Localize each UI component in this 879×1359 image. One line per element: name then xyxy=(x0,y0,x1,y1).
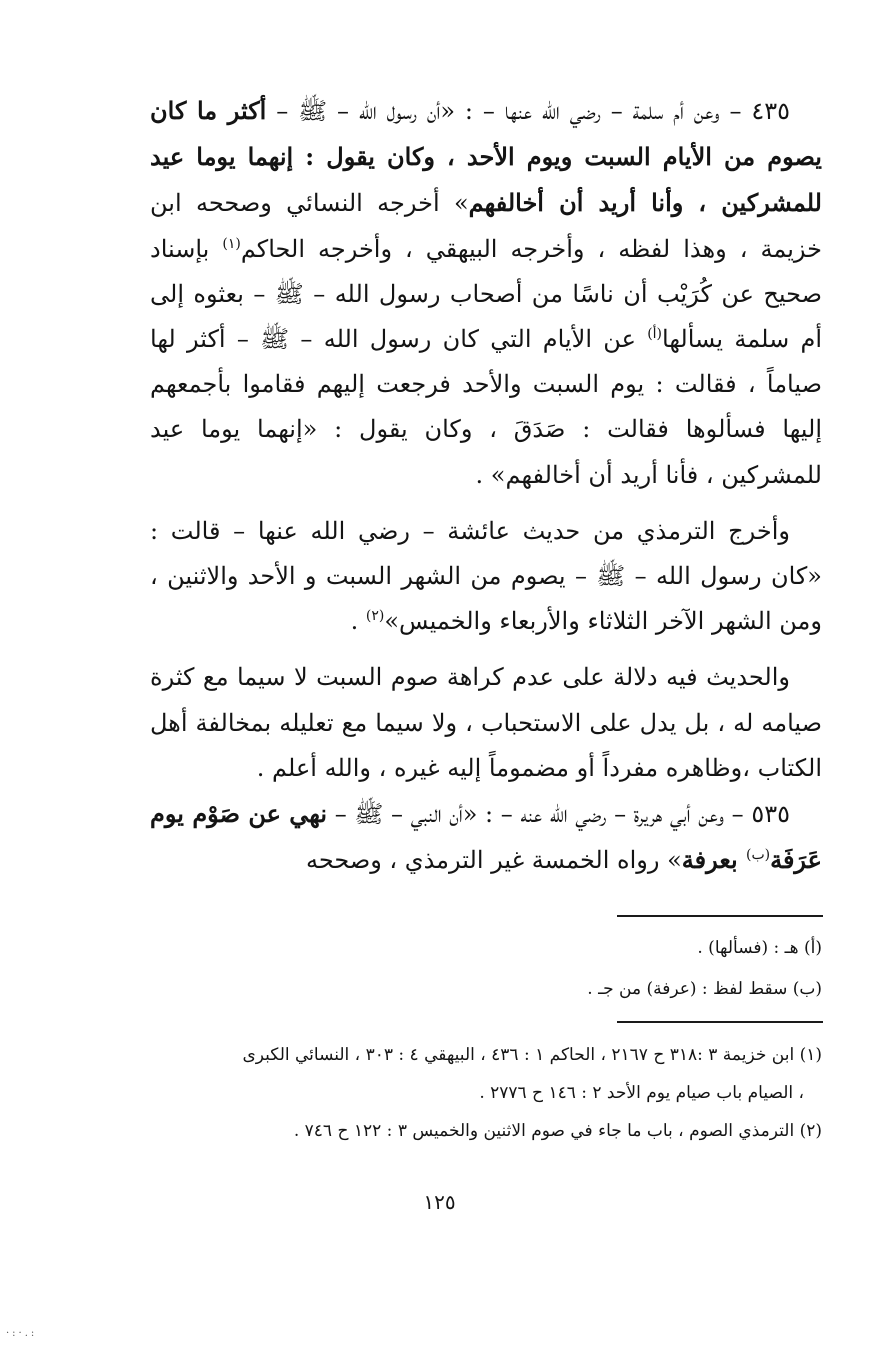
hadith-435-paragraph xyxy=(150,88,822,498)
footnote-ref-b: (ب) xyxy=(745,847,771,864)
footnote-ref-2: (٢) xyxy=(365,608,385,625)
footnote-1-line-2: ، الصيام باب صيام يوم الأحد ٢ : ١٤٦ ح ٢٧٧٦ . xyxy=(479,1083,804,1103)
hadith-435-source: » أخرجه النسائي وصححه ابن خزيمة ، وهذا لفظه ، وأخرجه البيهقي ، وأخرجه الحاكم xyxy=(150,189,822,263)
footnote-1-line-1: (١) ابن خزيمة ٣ :٣١٨ ح ٢١٦٧ ، الحاكم ١ : ٤٣٦ ، البيهقي ٤ : ٣٠٣ ، النسائي الكبرى xyxy=(242,1045,822,1065)
hadith-435-rest: عن الأيام التي كان رسول الله – ﷺ – أكثر لها صياماً ، فقالت : يوم السبت والأحد فرجعت إليهم فقاموا بأجمعهم إليها فسألوها فقالت : صَدَقَ ، وكان يقول : «إنهما يوما عيد للمشركين ، فأنا أريد أن أخالفهم» . xyxy=(150,325,822,489)
footnote-divider-letters xyxy=(617,915,823,917)
hadith-535-intro: ٥٣٥ – وعن أبي هريرة – رضي الله عنه – : «أن النبي – ﷺ – xyxy=(327,800,791,829)
commentary-paragraph xyxy=(150,655,822,791)
page-number: ١٢٥ xyxy=(423,1190,456,1214)
numbered-footnotes xyxy=(150,1036,822,1150)
hadith-535-bold-2: بعرفة xyxy=(681,845,746,875)
hadith-435-bold: أكثر ما كان يصوم من الأيام السبت ويوم الأحد ، وكان يقول : إنهما يوما عيد للمشركين ، وأنا أريد أن أخالفهم xyxy=(150,96,822,218)
hadith-535-paragraph xyxy=(150,791,822,883)
tirmidhi-end: . xyxy=(350,607,366,636)
scan-speckles: ·:·.: xyxy=(6,1328,38,1339)
hadith-535-after: » رواه الخمسة غير الترمذي ، وصححه xyxy=(305,846,682,875)
letter-footnotes xyxy=(150,928,822,1010)
footnote-divider-numbers xyxy=(617,1021,823,1023)
hadith-435-continuation: بإسناد صحيح عن كُرَيْب أن ناسًا من أصحاب رسول الله – ﷺ – بعثوه إلى أم سلمة يسألها xyxy=(150,234,823,354)
tirmidhi-paragraph xyxy=(150,509,822,645)
hadith-535-bold: نهي عن صَوْم يوم عَرَفَة xyxy=(150,799,822,875)
footnote-ref-a: (أ) xyxy=(647,326,663,343)
letter-footnote-a: (أ) هـ : (فسألها) . xyxy=(697,938,822,958)
hadith-435-intro: ٤٣٥ – وعن أم سلمة – رضي الله عنها – : «أن رسول الله – ﷺ – xyxy=(266,97,790,125)
commentary-text: والحديث فيه دلالة على عدم كراهة صوم السبت لا سيما مع كثرة صيامه له ، بل يدل على الاستحباب ، ولا سيما مع تعليله بمخالفة أهل الكتاب ،وظاهره مفرداً أو مضموماً إليه غيره ، والله أعلم . xyxy=(150,663,822,782)
footnote-ref-1: (١) xyxy=(222,235,241,252)
tirmidhi-text: وأخرج الترمذي من حديث عائشة – رضي الله عنها – قالت : «كان رسول الله – ﷺ – يصوم من الشهر السبت و الأحد والاثنين ، ومن الشهر الآخر الثلاثاء والأربعاء والخميس» xyxy=(150,516,822,636)
main-text xyxy=(150,88,822,883)
footnote-2: (٢) الترمذي الصوم ، باب ما جاء في صوم الاثنين والخميس ٣ : ١٢٢ ح ٧٤٦ . xyxy=(293,1121,822,1141)
letter-footnote-b: (ب) سقط لفظ : (عرفة) من جـ . xyxy=(587,979,822,999)
